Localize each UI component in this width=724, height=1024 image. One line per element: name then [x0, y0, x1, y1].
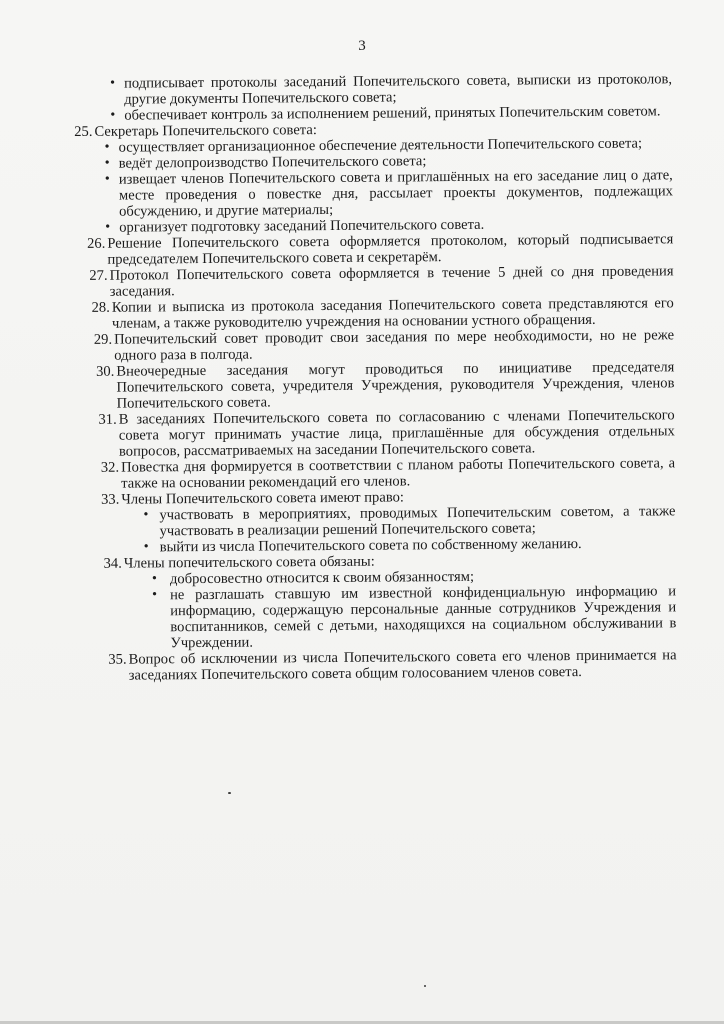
list-item: • организует подготовку заседаний Попечительского совета. [67, 215, 673, 236]
clause-text: Члены попечительского совета обязаны: [123, 553, 375, 572]
clause-number: 26. [87, 235, 106, 252]
clause-text: Протокол Попечительского совета оформляется в течение 5 дней со дня проведения заседания. [109, 263, 674, 300]
clause-28 [76, 295, 674, 332]
clause-number: 32. [100, 459, 120, 476]
list-item: • извещает членов Попечительского совета и приглашённых на его заседание лиц о дате, месте проведения о повестке дня, рассылает проекты документов, подлежащих обсуждению, и другие материалы; [67, 167, 673, 220]
clause-text: Члены Попечительского совета имеют право: [121, 489, 405, 508]
clause-text: Копии и выписка из протокола заседания Попечительского совета представляются его членам, а также руководителю учреждения на основании устного обращения. [111, 295, 674, 332]
clause-text: Повестка дня формируется в соответствии с планом работы Попечительского совета, а также на основании рекомендаций его членов. [121, 455, 676, 492]
clause-text: Секретарь Попечительского совета: [94, 122, 317, 140]
list-item: • осуществляет организационное обеспечение деятельности Попечительского совета; [67, 135, 673, 156]
clause-number: 29. [93, 331, 113, 348]
clause-number: 28. [91, 299, 110, 316]
page-number: 3 [358, 38, 366, 54]
clause-33-bullet-list [85, 503, 675, 556]
clause-32 [85, 455, 675, 492]
clause-text: Вопрос об исключении из числа Попечительского совета его членов принимается на заседаниях Попечительского совета общим голосованием членов совета. [128, 647, 677, 684]
clause-26 [71, 231, 673, 268]
clause-30 [80, 359, 674, 412]
clause-text: Решение Попечительского совета оформляется протоколом, который подписывается председателем Попечительского совета и секретарём. [107, 231, 674, 268]
list-item: • выйти из числа Попечительского совета по собственному желанию. [86, 535, 676, 556]
clause-number: 31. [98, 411, 117, 428]
list-item: • добросовестно относится к своим обязанностям; [88, 567, 676, 588]
clause-number: 30. [96, 363, 115, 380]
clause-27 [74, 263, 674, 300]
list-item: • обеспечивает контроль за исполнением решений, принятых Попечительским советом. [72, 103, 672, 124]
clause-text: В заседаниях Попечительского совета по согласованию с членами Попечительского совета могут принимать участие лица, приглашённые для обсуждения отдельных вопросов, рассматриваемых на заседании Попечительского совета. [118, 407, 675, 460]
clause-34-bullet-list [88, 567, 677, 652]
clause-29 [78, 327, 674, 364]
clause-number: 35. [108, 651, 127, 668]
clause-number: 25. [74, 123, 93, 140]
clause-text: Внеочередные заседания могут проводиться по инициативе председателя Попечительского совета, учредителя Учреждения, руководителя Учреждения, членов Попечительского совета. [116, 359, 675, 412]
clause-text: Попечительский совет проводит свои заседания по мере необходимости, но не реже одного раза в полгода. [114, 327, 675, 364]
list-item: • участвовать в мероприятиях, проводимых Попечительским советом, а также участвовать в реализации решений Попечительского совета; [85, 503, 675, 540]
clause-number: 33. [101, 491, 120, 508]
list-item: • не разглашать ставшую им известной конфиденциальную информацию и информацию, содержащую персональные данные сотрудников Учреждения и воспитанников, семей с детьми, находящихся на социальном обслуживании в Учреждении. [88, 583, 676, 652]
clause-number: 34. [103, 555, 122, 572]
scan-speck [228, 792, 231, 794]
list-item: • ведёт делопроизводство Попечительского совета; [67, 151, 673, 172]
list-item: • подписывает протоколы заседаний Попечительского совета, выписки из протоколов, другие документы Попечительского совета; [72, 71, 672, 108]
clause-25-bullet-list [67, 135, 674, 236]
clause-31 [83, 407, 675, 460]
intro-bullet-list [72, 71, 672, 124]
clause-35 [93, 647, 677, 684]
clause-number: 27. [89, 267, 108, 284]
document-body [72, 71, 677, 684]
scan-speck [424, 985, 426, 987]
